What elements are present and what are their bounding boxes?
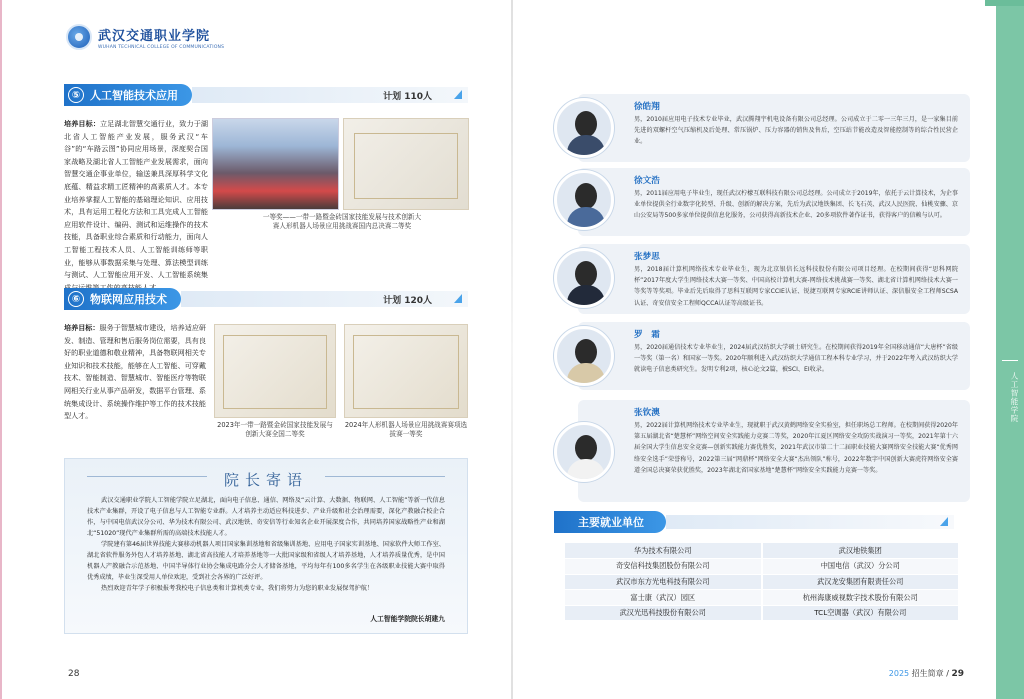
avatar [554,170,614,230]
section-6-plan: 计划 120人 [383,295,432,306]
alumni-name: 罗 霜 [634,330,660,340]
alumni-bio: 男，2010届应用电子技术专业毕业，武汉腾翔宇机电设备有限公司总经理。公司成立于二零一三年三月，是一家集目前先进的双螺杆空气压缩机及后处理、常压锅炉、压力容器的销售及售后，空压站节能改造及智能控制等的综合性民营企业。 [634,116,958,146]
section-6-goal [64,322,206,423]
employer-cell: 武汉光迅科技股份有限公司 [565,605,762,621]
table-row [565,559,958,575]
alumni-card [578,244,970,314]
dean-letter-paragraph: 武汉交通职业学院人工智能学院立足湖北，面向电子信息、通信、网络及“云计算、大数据、物联网、人工智能”等新一代信息技术产业集群，开设了电子信息与人工智能专业群。人才培养主动适应科技进步、产业升级和社会治理需要，深化产教融合校企合作，与中国电信武汉分公司、华为技术有限公司、武汉地铁、奇安信等行业知名企业开展深度合作，共同培养国家战略性产业和湖北“51020”现代产业集群所需的高端技术技能人才。 [87,497,445,537]
table-row [565,574,958,590]
section-5-photo-caption: 一等奖——一带一路暨金砖国家技能发展与技术创新大赛人形机器人场景应用挑战赛国内总决赛二等奖 [262,213,422,230]
school-logo [66,24,224,50]
section-6-header [64,288,468,310]
section-5-header [64,84,468,106]
section-6-caption-2: 2024年人形机器人场景应用挑战赛赛项选拔赛一等奖 [344,421,468,438]
alumni-bio: 男，2020届通信技术专业毕业生，2024届武汉纺织大学硕士研究生。在校期间获得2019年全国移动通信“大唐杯”省级一等奖（第一名）和国家一等奖。2020年顺利进入武汉纺织大学通信工程本科专业学习，并于2022年考入武汉纺织大学就读电子信息类研究生。发明专利2项，核心论文2篇，被SCI、EI收录。 [634,344,958,374]
avatar [554,98,614,158]
alumni-card [578,322,970,390]
alumni-card [578,94,970,162]
school-name-en: WUHAN TECHNICAL COLLEGE OF COMMUNICATIONS [98,44,225,50]
section-6-caption-1: 2023年一带一路暨金砖国家技能发展与创新大赛全国二等奖 [217,421,333,438]
triangle-icon [454,294,462,303]
right-page-number: 29 [951,669,964,679]
dean-signature: 人工智能学院院长胡建九 [370,615,445,623]
alumni-name: 张梦思 [634,252,660,262]
footer-year: 2025 [888,669,910,678]
dean-letter [64,458,468,634]
divider [1002,360,1018,361]
avatar [554,248,614,308]
employer-cell: 奇安信科技集团股份有限公司 [565,559,762,575]
alumni-card [578,400,970,502]
alumni-name: 张钦澳 [634,408,660,418]
table-row [565,605,958,621]
section-5-title: 人工智能技术应用 [90,89,178,102]
section-6-goal-label: 培养目标： [64,323,100,332]
avatar [554,422,614,482]
dean-letter-paragraph: 学院建有第46届世界技能大赛移动机器人项目国家集训基地和省级集训基地、应用电子国家实训基地、国家软件大师工作室、湖北省软件服务外包人才培养基地、湖北省高技能人才培养基地等一大批国家级和省级人才培养基地，人才培养质量优秀，是中国机器人产教融合示范基地、中国半导体行业协会集成电路分会人才储备基地，平均每年有100多名学生在各级职业技能大赛中取得优秀成绩，毕业生深受用人单位欢迎，受到社会各界的广泛好评。 [87,541,445,581]
certificate-2023-image [214,324,336,418]
section-6-goal-text: 服务于智慧城市建设，培养适应研发、制造、管理和售后服务岗位需要，具有良好的职业道德和敬业精神，具备物联网相关专业知识和技术技能，能够在人工智能、可穿戴技术、智能制造、智慧城市、智能医疗等物联网相关行业从事产品研发，数据平台管理、系统集成设计、系统操作维护等工作的技术技能型人才。 [64,323,207,421]
left-page-number: 28 [68,669,80,679]
certificate-2024-image [344,324,468,418]
alumni-name: 徐皓翔 [634,102,660,112]
table-row [565,543,958,559]
footer-guide: 招生简章 [911,669,944,678]
alumni-bio: 男，2011届应用电子毕业生，现任武汉柠檬互联科技有限公司总经理。公司成立于2019年，依托于云计算技术，为企事业单位提供全行业数字化转型、升级、创新的解决方案，先后为武汉地铁集团、长飞石英、武汉人民医院、仙桃安骤、京山公安局等500多家单位提供信息化服务，公司获得高新技术企业、20多项软件著作证书，获得客户的信赖与认可。 [634,190,958,220]
triangle-icon [454,90,462,99]
dean-letter-body [87,495,445,594]
employer-cell: 武汉龙安集团有限责任公司 [762,574,959,590]
school-name-cn: 武汉交通职业学院 [98,28,211,44]
employer-cell: 富士康（武汉）园区 [565,590,762,606]
table-row [565,590,958,606]
employer-cell: TCL空调器（武汉）有限公司 [762,605,959,621]
award-certificate-image [343,118,469,210]
section-5-goal [64,118,208,294]
alumni-bio: 男，2022届计算机网络技术专业毕业生，现就职于武汉黄鹤网络安全实验室，担任职场总工程师。在校期间获得2020年第五届湖北省“楚慧杯”网络空间安全实践能力竞赛二等奖，2020年江夏区网络安全攻防实战演习一等奖，2021年第十六届全国大学生信息安全竞赛—创新实践能力赛优胜奖，2021年武汉市第二十二届职业技能大赛网络安全技能大赛“优秀网络安全选手”荣誉称号，2022第三届“网鼎杯”网络安全大赛“杰出领队”称号，2022年数字中国创新大赛虎符网络安全赛道全国总决赛荣获优胜奖，2023年湖北省国家基地“楚慧杯”网络安全实践能力竞赛一等奖。 [634,422,958,474]
alumni-name: 徐文浩 [634,176,660,186]
section-5-plan: 计划 110人 [383,91,432,102]
section-6-number: ⑥ [68,291,84,307]
school-emblem-icon [66,24,92,50]
section-6-title: 物联网应用技术 [90,293,167,306]
side-tab-label: 人工智能学院 [1010,372,1019,423]
avatar [554,326,614,386]
page-spine [511,0,513,699]
side-tab [996,0,1024,699]
section-5-goal-label: 培养目标： [64,119,101,128]
employer-cell: 华为技术有限公司 [565,543,762,559]
alumni-card [578,168,970,236]
employer-cell: 中国电信（武汉）分公司 [762,559,959,575]
employers-table [565,543,958,621]
side-tab-top [985,0,1024,6]
dean-letter-title: 院长寄语 [223,471,308,489]
right-page-footer: 2025 招生简章 / 29 [888,669,964,679]
section-5-goal-text: 立足湖北智慧交通行业，致力于湖北省人工智能产业发展，服务武汉“车谷”的“车路云图”协同应用场景，深度契合国家战略及湖北省人工智能产业发展需求，面向智慧交通企事业单位，输送兼具深厚科学文化底蕴、精益求精工匠精神的高素质人才。本专业培养掌握人工智能的基础理论知识、应用技术，具有运用工程化方法和工具完成人工智能应用软件设计、编码、测试和运维操作的技术技能，具备职业综合素质和行动能力，面向人工智能工程技术人员、人工智能训练师等职业，能够从事数据采集与处理、算法模型训练与测试、人工智能应用开发、人工智能系统集 [64,119,209,280]
employer-cell: 武汉市东方光电科技有限公司 [565,574,762,590]
section-5-number: ⑤ [68,87,84,103]
employers-header [554,511,954,533]
employer-cell: 武汉地铁集团 [762,543,959,559]
triangle-icon [940,517,948,526]
employers-title: 主要就业单位 [554,511,666,533]
alumni-bio: 男，2018届计算机网络技术专业毕业生，现为北京银信长远科技股份有限公司项目经理。在校期间获得“思科网院杯”2017年度大学生网络技术大赛一等奖、中国高校计算机大赛-网络技术挑战赛一等奖、湖北省计算机网络技术大赛一等奖等等奖项。毕业后先后取得了思科互联网专家CCIE认证、锐捷互联网专家RCIE讲师认证、深信服安全工程师SCSA认证、奇安信安全工程师QCCA认证等高级证书。 [634,266,958,307]
dean-letter-paragraph: 热烈欢迎青年学子积极报考我校电子信息类和计算机类专业，我们将努力为您的职业发展保驾护航！ [101,585,374,592]
employer-cell: 杭州海康威视数字技术股份有限公司 [762,590,959,606]
award-group-photo [212,118,339,210]
